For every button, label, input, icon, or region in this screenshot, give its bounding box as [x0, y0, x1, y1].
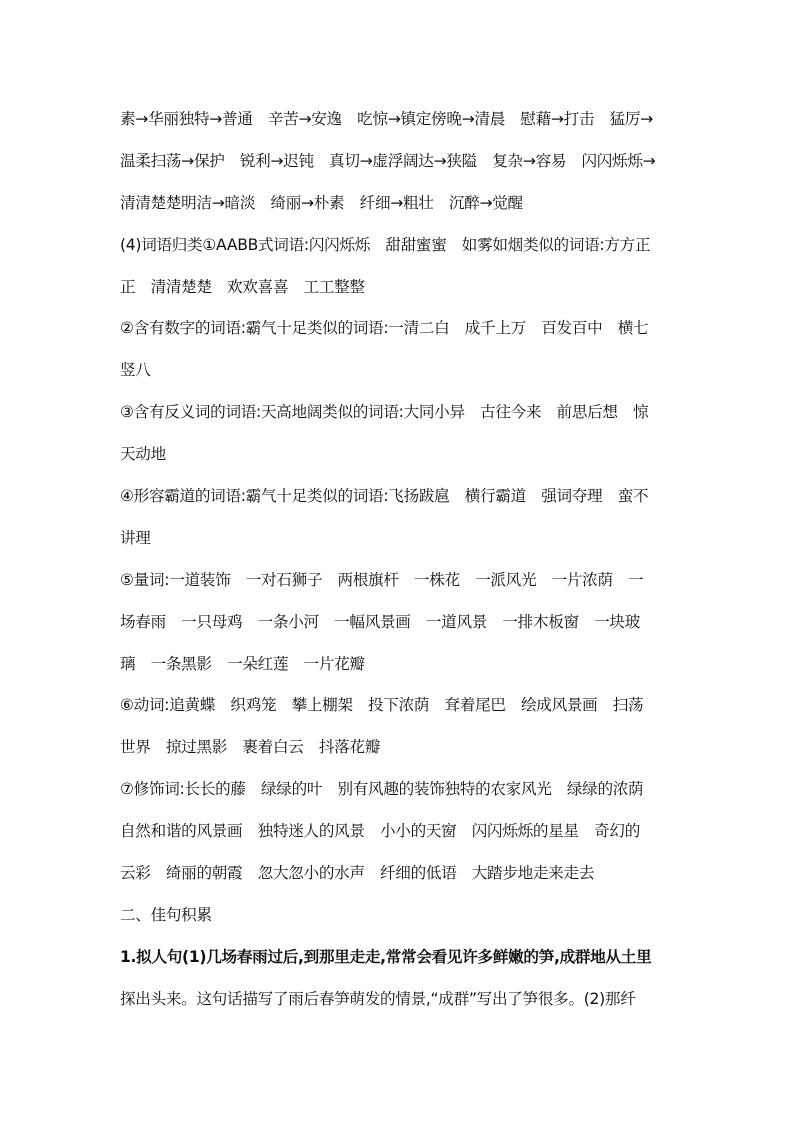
text-line: 素→华丽独特→普通 辛苦→安逸 吃惊→镇定傍晚→清晨 慰藉→打击 猛厉→ — [120, 110, 653, 128]
text-line: ⑥动词:追黄蝶 织鸡笼 攀上棚架 投下浓荫 耷着尾巴 绘成风景画 扫荡 — [120, 696, 644, 715]
text-line: 自然和谐的风景画 独特迷人的风景 小小的天窗 闪闪烁烁的星星 奇幻的 — [120, 822, 640, 841]
text-line: (4)词语归类①AABB式词语:闪闪烁烁 甜甜蜜蜜 如雾如烟类似的词语:方方正 — [120, 235, 651, 254]
text-line: 竖八 — [120, 361, 151, 380]
text-line: 云彩 绮丽的朝霞 忽大忽小的水声 纤细的低语 大踏步地走来走去 — [120, 864, 595, 883]
text-line: 1.拟人句(1)几场春雨过后,到那里走走,常常会看见许多鲜嫩的笋,成群地从土里 — [120, 947, 652, 966]
text-line: ⑦修饰词:长长的藤 绿绿的叶 别有风趣的装饰独特的农家风光 绿绿的浓荫 — [120, 780, 644, 799]
text-line: 世界 掠过黑影 裹着白云 抖落花瓣 — [120, 738, 380, 757]
text-line: 温柔扫荡→保护 锐利→迟钝 真切→虚浮阔达→狭隘 复杂→容易 闪闪烁烁→ — [120, 151, 656, 170]
text-line: ⑤量词:一道装饰 一对石狮子 两根旗杆 一株花 一派风光 一片浓荫 一 — [120, 570, 644, 589]
text-line: 天动地 — [120, 445, 166, 464]
document-body — [120, 106, 676, 1028]
text-line: ②含有数字的词语:霸气十足类似的词语:一清二白 成千上万 百发百中 横七 — [120, 319, 649, 338]
text-line: 二、佳句积累 — [120, 905, 212, 924]
text-line: ③含有反义词的词语:天高地阔类似的词语:大同小异 古往今来 前思后想 惊 — [120, 403, 649, 422]
text-line: 正 清清楚楚 欢欢喜喜 工工整整 — [120, 277, 365, 296]
text-line: 清清楚楚明洁→暗淡 绮丽→朴素 纤细→粗壮 沉醉→觉醒 — [120, 193, 523, 212]
text-line: ④形容霸道的词语:霸气十足类似的词语:飞扬跋扈 横行霸道 强词夺理 蛮不 — [120, 487, 649, 506]
text-line: 探出头来。这句话描写了雨后春笋萌发的情景,“成群”写出了笋很多。(2)那纤 — [120, 989, 636, 1008]
text-line: 璃 一条黑影 一朵红莲 一片花瓣 — [120, 654, 365, 673]
text-line: 场春雨 一只母鸡 一条小河 一幅风景画 一道风景 一排木板窗 一块玻 — [120, 612, 640, 631]
text-line: 讲理 — [120, 528, 151, 547]
